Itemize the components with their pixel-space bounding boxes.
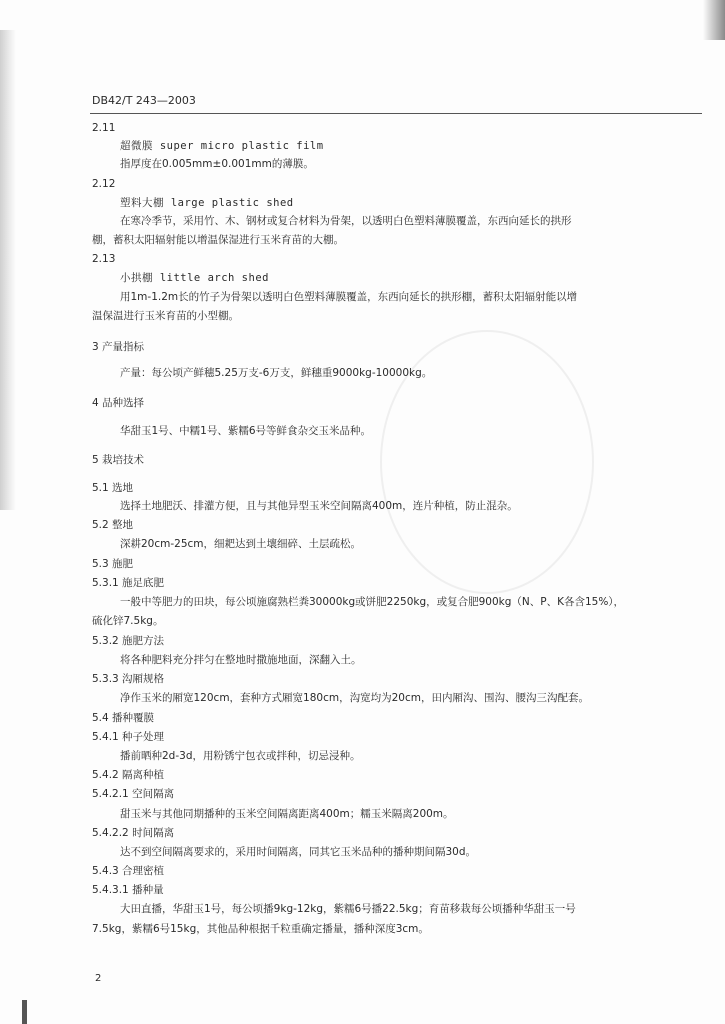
subsection-heading: 5.4.3.1 播种量 <box>92 884 164 896</box>
term-heading: 超微膜 super micro plastic film <box>120 140 324 152</box>
section-number: 2.12 <box>92 178 116 190</box>
section-heading: 5 栽培技术 <box>92 454 145 466</box>
paragraph: 选择土地肥沃、排灌方便，且与其他异型玉米空间隔离400m，连片种植，防止混杂。 <box>120 500 518 512</box>
subsection-heading: 5.4.1 种子处理 <box>92 731 165 743</box>
subsection-heading: 5.3.3 沟厢规格 <box>92 673 165 685</box>
paragraph: 产量：每公顷产鲜穗5.25万支-6万支，鲜穗重9000kg-10000kg。 <box>120 367 433 379</box>
section-heading: 4 品种选择 <box>92 397 145 409</box>
paragraph: 甜玉米与其他同期播种的玉米空间隔离距离400m；糯玉米隔离200m。 <box>120 808 454 820</box>
section-number: 2.13 <box>92 253 116 265</box>
term-heading: 小拱棚 little arch shed <box>120 272 269 284</box>
paragraph: 净作玉米的厢宽120cm，套种方式厢宽180cm，沟宽均为20cm，田内厢沟、围沟、腰沟三沟配套。 <box>120 692 589 704</box>
term-definition: 指厚度在0.005mm±0.001mm的薄膜。 <box>120 158 314 170</box>
subsection-heading: 5.4.3 合理密植 <box>92 865 165 877</box>
subsection-heading: 5.1 选地 <box>92 482 134 494</box>
subsection-heading: 5.4 播种覆膜 <box>92 712 155 724</box>
paragraph: 达不到空间隔离要求的，采用时间隔离，同其它玉米品种的播种期间隔30d。 <box>120 846 477 858</box>
section-heading: 3 产量指标 <box>92 341 145 353</box>
subsection-heading: 5.4.2 隔离种植 <box>92 769 165 781</box>
paragraph: 一般中等肥力的田块，每公顷施腐熟栏粪30000kg或饼肥2250kg，或复合肥900kg（N、P、K各含15%）， <box>120 596 625 608</box>
page-number: 2 <box>95 973 102 984</box>
subsection-heading: 5.3.1 施足底肥 <box>92 577 165 589</box>
paragraph: 深耕20cm-25cm，细耙达到土壤细碎、土层疏松。 <box>120 538 362 550</box>
standard-code: DB42/T 243—2003 <box>92 94 196 107</box>
subsection-heading: 5.3.2 施肥方法 <box>92 635 165 647</box>
paragraph: 华甜玉1号、中糯1号、紫糯6号等鲜食杂交玉米品种。 <box>120 425 372 437</box>
term-definition: 用1m-1.2m长的竹子为骨架以透明白色塑料薄膜覆盖，东西向延长的拱形棚，蓄积太阳辐射能以增 <box>120 291 578 303</box>
subsection-heading: 5.4.2.2 时间隔离 <box>92 827 175 839</box>
header-rule <box>90 113 702 114</box>
paragraph: 将各种肥料充分拌匀在整地时撒施地面，深翻入土。 <box>120 654 362 666</box>
term-definition: 在寒冷季节，采用竹、木、钢材或复合材料为骨架，以透明白色塑料薄膜覆盖，东西向延长的拱形 <box>120 215 572 227</box>
scan-shadow-left <box>0 30 16 510</box>
subsection-heading: 5.2 整地 <box>92 519 134 531</box>
paragraph: 大田直播，华甜玉1号，每公顷播9kg-12kg，紫糯6号播22.5kg；育苗移栽每公顷播种华甜玉一号 <box>120 903 576 915</box>
paragraph-continued: 硫化锌7.5kg。 <box>92 615 164 627</box>
subsection-heading: 5.3 施肥 <box>92 558 134 570</box>
term-definition-continued: 棚，蓄积太阳辐射能以增温保湿进行玉米育苗的大棚。 <box>92 234 344 246</box>
subsection-heading: 5.4.2.1 空间隔离 <box>92 788 175 800</box>
section-number: 2.11 <box>92 122 116 134</box>
term-heading: 塑料大棚 large plastic shed <box>120 197 294 209</box>
paragraph: 播前晒种2d-3d，用粉锈宁包衣或拌种，切忌浸种。 <box>120 750 361 762</box>
term-definition-continued: 温保温进行玉米育苗的小型棚。 <box>92 310 239 322</box>
scan-shadow-top-right <box>703 0 725 40</box>
scan-artifact-bar <box>22 1000 27 1024</box>
paragraph-continued: 7.5kg，紫糯6号15kg，其他品种根据千粒重确定播量，播种深度3cm。 <box>92 923 429 935</box>
